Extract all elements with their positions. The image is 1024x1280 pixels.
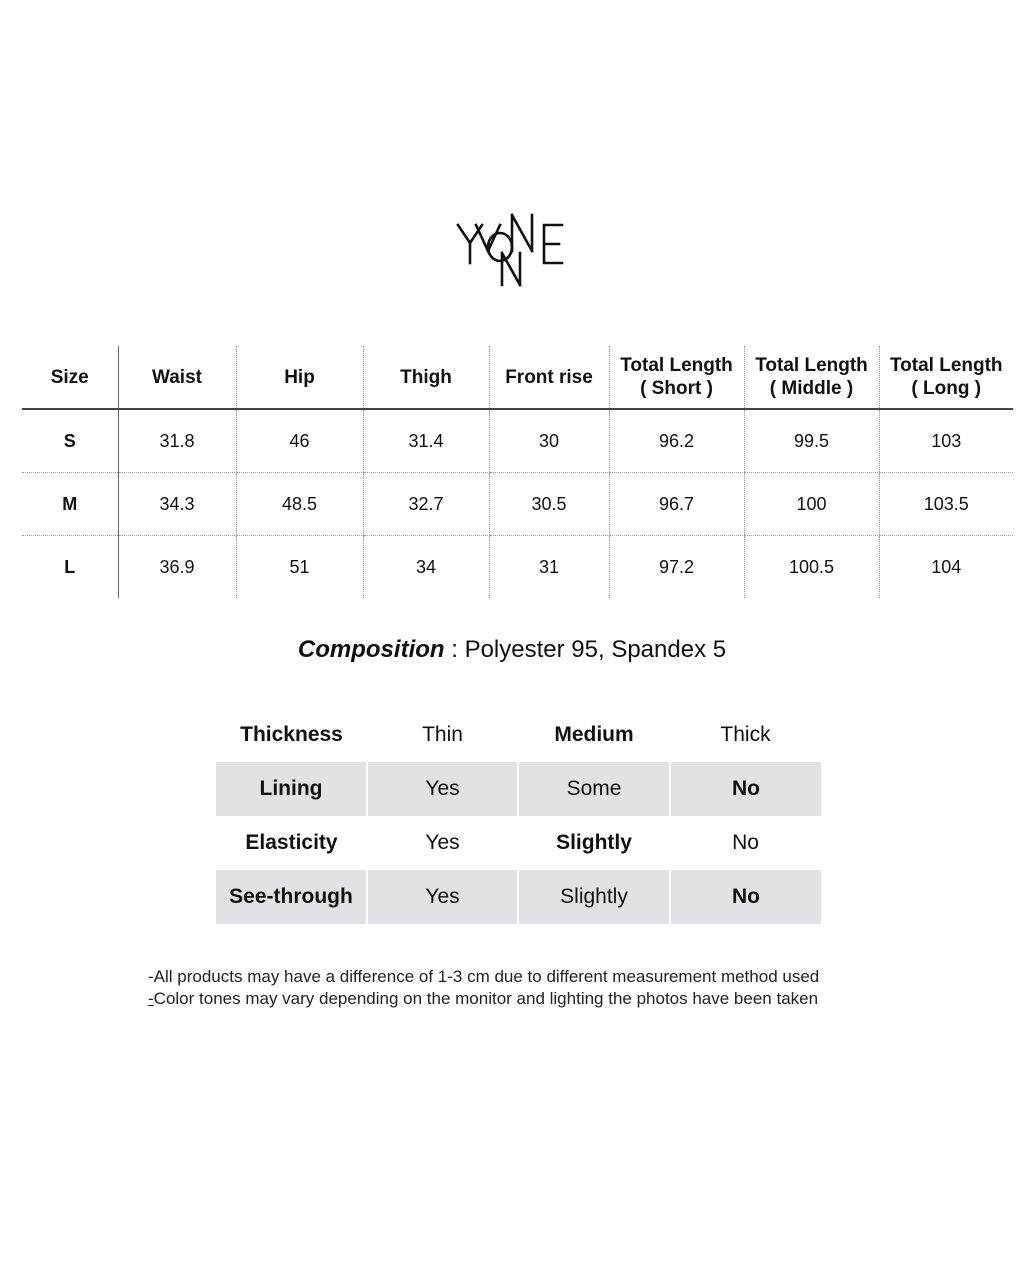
measurement-cell: 51 [236, 536, 363, 599]
measurement-cell: 100 [744, 473, 879, 536]
attribute-name: Thickness [240, 723, 343, 746]
size-label-cell: S [22, 409, 118, 473]
measurement-cell: 96.7 [609, 473, 744, 536]
attribute-option: Thick [720, 723, 771, 746]
note-color [148, 988, 819, 1010]
svg-text:YVONNE: YVONNE [440, 205, 445, 206]
size-chart-header-cell [879, 346, 1013, 409]
size-chart-header-cell [744, 346, 879, 409]
fabric-attributes-table [216, 708, 821, 924]
header-sublabel: ( Middle ) [769, 378, 854, 399]
attribute-option-selected: Medium [554, 723, 634, 746]
note-color-text: Color tones may vary depending on the monitor and lighting the photos have been taken [153, 989, 819, 1008]
measurement-cell: 97.2 [609, 536, 744, 599]
size-chart-header-cell [609, 346, 744, 409]
header-sublabel: ( Short ) [640, 378, 713, 399]
header-label: Total Length [755, 355, 868, 376]
attribute-row [216, 708, 821, 762]
measurement-cell: 30 [489, 409, 609, 473]
measurement-cell: 104 [879, 536, 1013, 599]
size-chart-header-cell [118, 346, 236, 409]
attribute-name: Lining [216, 762, 367, 816]
attribute-row [216, 816, 821, 870]
measurement-cell: 34.3 [118, 473, 236, 536]
composition-value: Polyester 95, Spandex 5 [464, 636, 727, 663]
measurement-cell: 36.9 [118, 536, 236, 599]
attribute-option: Slightly [518, 870, 670, 924]
attribute-option: No [732, 831, 759, 854]
size-label-cell: L [64, 556, 76, 577]
size-row [22, 473, 1013, 536]
measurement-cell: 32.7 [363, 473, 489, 536]
note-color-dash: - [148, 989, 154, 1008]
size-chart-table [22, 346, 1013, 598]
note-measurement: -All products may have a difference of 1-3 cm due to different measurement method used [148, 967, 820, 986]
attribute-option: Thin [422, 723, 463, 746]
header-label: Total Length [889, 355, 1003, 376]
measurement-cell: 96.2 [609, 409, 744, 473]
attribute-option: Yes [425, 831, 460, 854]
measurement-cell: 34 [363, 536, 489, 599]
measurement-cell: 48.5 [236, 473, 363, 536]
attribute-row [216, 762, 821, 816]
header-sublabel: ( Long ) [911, 378, 982, 399]
attribute-option-selected: Slightly [556, 831, 632, 854]
size-row [22, 536, 1013, 599]
measurement-cell: 31.4 [363, 409, 489, 473]
header-label: Size [50, 366, 89, 388]
composition-separator: : [444, 636, 465, 663]
measurement-cell: 103 [879, 409, 1013, 473]
header-label: Thigh [400, 366, 452, 388]
measurement-cell: 100.5 [744, 536, 879, 599]
attribute-option: Some [518, 762, 670, 816]
measurement-cell: 31 [489, 536, 609, 599]
measurement-cell: 99.5 [744, 409, 879, 473]
attribute-name: Elasticity [245, 831, 338, 854]
brand-logo [440, 205, 590, 295]
size-chart-header-cell [363, 346, 489, 409]
size-label-cell: M [22, 473, 118, 536]
size-chart-header-cell [489, 346, 609, 409]
measurement-cell: 103.5 [879, 473, 1013, 536]
composition-label: Composition [297, 636, 445, 663]
measurement-cell: 46 [236, 409, 363, 473]
measurement-cell: 31.8 [118, 409, 236, 473]
header-label: Front rise [505, 366, 593, 388]
size-chart-body [22, 409, 1013, 598]
size-chart-header-cell [236, 346, 363, 409]
attribute-option: Yes [367, 870, 518, 924]
header-label: Total Length [620, 355, 733, 376]
size-chart-header-cell [22, 346, 118, 409]
composition-line [0, 636, 1024, 664]
header-label: Waist [152, 366, 202, 388]
disclaimer-notes [148, 966, 819, 1010]
size-chart-header-row [22, 346, 1013, 409]
attribute-option-selected: No [670, 762, 821, 816]
attribute-name: See-through [216, 870, 367, 924]
attribute-row [216, 870, 821, 924]
measurement-cell: 30.5 [489, 473, 609, 536]
header-label: Hip [284, 366, 315, 388]
attribute-option: Yes [367, 762, 518, 816]
attribute-option-selected: No [670, 870, 821, 924]
size-row [22, 409, 1013, 473]
